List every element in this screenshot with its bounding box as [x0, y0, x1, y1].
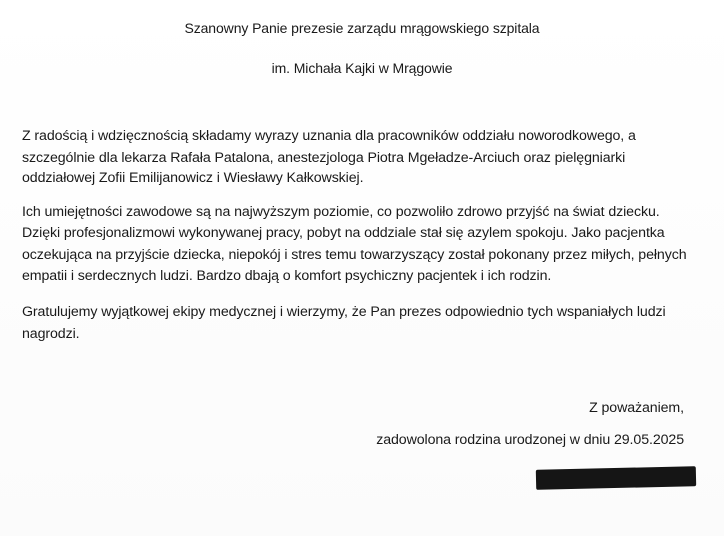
- paragraph-1-line-2: szczególnie dla lekarza Rafała Patalona, anestezjologa Piotra Mgeładze-Arciuch oraz pielęgniarki: [22, 150, 626, 166]
- paragraph-2-line-1: Ich umiejętności zawodowe są na najwyższym poziomie, co pozwoliło zdrowo przyjść na świat dziecku.: [22, 204, 660, 220]
- paragraph-3-line-2: nagrodzi.: [22, 326, 80, 342]
- paragraph-1-line-1: Z radością i wdzięcznością składamy wyrazy uznania dla pracowników oddziału noworodkowego, a: [22, 128, 636, 144]
- paragraph-3-line-1: Gratulujemy wyjątkowej ekipy medycznej i wierzymy, że Pan prezes odpowiednio tych wspaniałych ludzi: [22, 304, 666, 320]
- paragraph-1-line-3: oddziałowej Zofii Emilijanowicz i Wiesławy Kałkowskiej.: [22, 170, 364, 186]
- salutation-line-1: Szanowny Panie prezesie zarządu mrągowskiego szpitala: [184, 20, 540, 36]
- paragraph-2-line-3: oczekująca na przyjście dziecka, niepokój i stres temu towarzyszący został pokonany przez miłych, pełnych: [22, 247, 687, 263]
- redaction-bar: [536, 466, 696, 490]
- paragraph-2-line-4: empatii i serdecznych ludzi. Bardzo dbają o komfort psychiczny pacjentek i ich rodzin.: [22, 268, 552, 284]
- signature-text: zadowolona rodzina urodzonej w dniu 29.05.2025: [376, 432, 684, 448]
- salutation-line-2: im. Michała Kajki w Mrągowie: [271, 60, 453, 76]
- paragraph-2-line-2: Dzięki profesjonalizmowi wykonywanej pracy, pobyt na oddziale stał się azylem spokoju. Jako pacjentka: [22, 225, 665, 241]
- closing-text: Z poważaniem,: [589, 400, 684, 416]
